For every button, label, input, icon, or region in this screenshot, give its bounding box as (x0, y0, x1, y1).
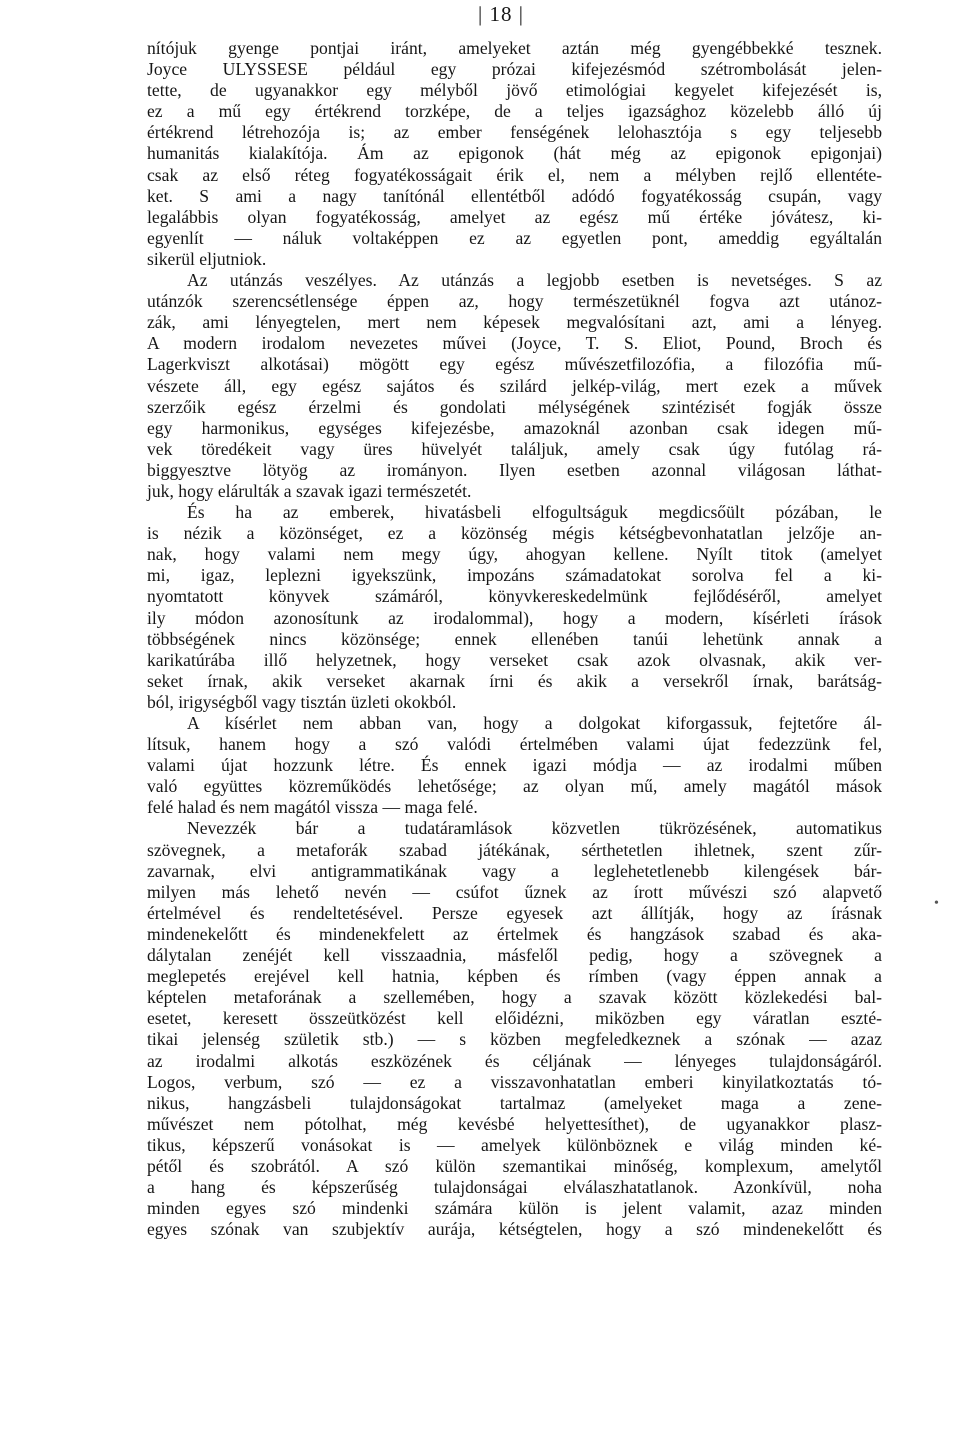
text-line: többségének nincs közönsége; ennek ellenében tanúi lehetünk annak a (147, 628, 882, 649)
text-line: tikus, képszerű vonásokat is — amelyek különböznek e világ minden ké- (147, 1134, 882, 1155)
text-line: seket írnak, akik verseket akarnak írni és akik a versekről írnak, barátság- (147, 670, 882, 691)
text-line: meglepetés erejével kell hatnia, képben és rímben (vagy éppen annak a (147, 966, 882, 987)
text-line: ból, irigységből vagy tisztán üzleti okokból. (147, 691, 457, 712)
text-line: csak az első réteg fogyatékosságait érik el, nem a mélyben rejlő ellentéte- (147, 164, 882, 185)
text-line: Lagerkviszt alkotásai) mögött egy egész művészetfilozófia, a filozófia mű- (147, 354, 882, 375)
text-line: tette, de ugyanakkor egy mélyből jövő etimológiai kegyelet kifejezését is, (147, 80, 882, 101)
text-line: nítójuk gyenge pontjai iránt, amelyeket aztán még gyengébbekké tesznek. (147, 38, 882, 58)
text-line: szövegnek, a metaforák szabad játékának, sérthetetlen ihletnek, szent zűr- (147, 839, 882, 860)
text-line: ez a mű egy értékrend torzképe, de a teljes igazsághoz közelebb álló új (147, 101, 882, 122)
text-line: szerzőik egész érzelmi és gondolati mélységének szintézisét fogják össze (147, 396, 882, 417)
text-line: értelmével és rendeltetésével. Persze egyesek azt állítják, hogy az írásnak (147, 902, 882, 923)
text-line: A modern irodalom nevezetes művei (Joyce, T. S. Eliot, Pound, Broch és (147, 333, 882, 354)
text-line: minden egyes szó mindenki számára külön is jelent valamit, azaz minden (147, 1198, 882, 1219)
text-line: a hang és képszerűség tulajdonságai elválaszhatatlanok. Azonkívül, noha (147, 1177, 882, 1198)
text-line: vészete áll, egy egész sajátos és szilárd jelkép-világ, mert ezek a művek (147, 375, 882, 396)
text-line: az irodalmi alkotás eszközének és céljának — lényeges tulajdonságáról. (147, 1050, 882, 1071)
text-line: való együttes közreműködés lehetősége; az olyan mű, amely magától mások (147, 776, 882, 797)
text-line: valami újat hozzunk létre. És ennek igazi módja — az irodalmi műben (147, 755, 882, 776)
text-line: Joyce ULYSSESE például egy prózai kifejezésmód szétrombolását jelen- (147, 59, 882, 80)
text-line: zák, ami lényegtelen, mert nem képesek megvalósítani azt, ami a lényeg. (147, 312, 882, 333)
text-line: vek töredékeit vagy üres hüvelyét találjuk, amely csak úgy futólag rá- (147, 438, 882, 459)
text-line: dálytalan zenéjét kell visszaadnia, másfelől pedig, hogy a szövegnek a (147, 945, 882, 966)
text-line: művészet nem pótolhat, még kevésbé helyettesíthet), de ugyanakkor plasz- (147, 1113, 882, 1134)
text-line: esetet, keresett összeütközést kell előidézni, miközben egy váratlan eszté- (147, 1008, 882, 1029)
text-line: pétől és szobrától. A szó külön szemantikai minőség, komplexum, amelytől (147, 1155, 882, 1176)
text-line: nyomtatott könyvek számáról, könyvkereskedelmünk fejlődéséről, amelyet (147, 586, 882, 607)
text-line: humanitás kialakítója. Ám az epigonok (hát még az epigonok epigonjai) (147, 143, 882, 164)
text-line: ket. S ami a nagy tanítónál ellentétből adódó fogyatékosság csupán, vagy (147, 185, 882, 206)
body-text (147, 38, 882, 1240)
text-line: A kísérlet nem abban van, hogy a dolgokat kiforgassuk, fejtetőre ál- (187, 713, 882, 733)
text-line: sikerül eljutniok. (147, 248, 267, 269)
text-line: is nézik a közönséget, ez a közönség mégis kétségbevonhatatlan jelzője an- (147, 523, 882, 544)
text-line: Logos, verbum, szó — ez a visszavonhatatlan emberi kinyilatkoztatás tó- (147, 1071, 882, 1092)
text-line: felé halad és nem magától vissza — maga felé. (147, 797, 478, 818)
text-line: karikatúrába illő helyzetnek, hogy verseket csak azok olvasnak, akik ver- (147, 649, 882, 670)
text-line: egy harmonikus, egységes kifejezésbe, amazoknál azonban csak idegen mű- (147, 417, 882, 438)
text-line: egyenlít — náluk voltaképpen ez az egyetlen pont, ameddig egyáltalán (147, 227, 882, 248)
text-line: milyen más lehető nevén — csúfot űznek az írott művészi szó alapvető (147, 881, 882, 902)
margin-mark: • (934, 896, 939, 911)
text-line: tikai jelenség születik stb.) — s közben megfeledkeznek a szónak — azaz (147, 1029, 882, 1050)
page-number: | 18 | (478, 2, 524, 26)
text-line: Az utánzás veszélyes. Az utánzás a legjobb esetben is nevetséges. S az (187, 270, 882, 291)
text-line: Nevezzék bár a tudatáramlások közvetlen tükrözésének, automatikus (187, 818, 882, 839)
text-line: nak, hogy valami nem megy úgy, ahogyan kellene. Nyílt titok (amelyet (147, 544, 882, 565)
text-line: értékrend létrehozója is; az ember fenségének lelohasztója s egy teljesebb (147, 122, 882, 143)
text-line: ily módon azonosítunk az irodalommal), hogy a modern, kísérleti írások (147, 607, 882, 628)
text-line: egyes szónak van szubjektív aurája, kétségtelen, hogy a szó mindenekelőtt és (147, 1219, 882, 1240)
text-line: utánzók szerencsétlensége éppen az, hogy természetüknél fogva azt utánoz- (147, 291, 882, 312)
text-line: mindenekelőtt és mindenekfelett az értelmek és hangzások szabad és aka- (147, 923, 882, 944)
text-line: nikus, hangzásbeli tulajdonságokat tartalmaz (amelyeket maga a zene- (147, 1092, 882, 1113)
text-line: juk, hogy elárulták a szavak igazi természetét. (147, 480, 472, 501)
text-line: zavarnak, elvi antigrammatikának vagy a leglehetetlenebb kilengések bár- (147, 860, 882, 881)
text-line: mi, igaz, leplezni igyekszünk, impozáns számadatokat sorolva fel a ki- (147, 565, 882, 586)
text-line: képtelen metaforának a szellemében, hogy a szavak között közlekedési bal- (147, 987, 882, 1008)
text-line: És ha az emberek, hivatásbeli elfogultságuk megdicsőült pózában, le (187, 502, 882, 523)
text-line: legalábbis olyan fogyatékosság, amelyet az egész mű értéke jóvátesz, ki- (147, 206, 882, 227)
text-line: biggyesztve lötyög az irományon. Ilyen esetben azonnal világosan láthat- (147, 459, 882, 480)
text-line: lítsuk, hanem hogy a szó valódi értelmében valami újat fedezzünk fel, (147, 734, 882, 755)
